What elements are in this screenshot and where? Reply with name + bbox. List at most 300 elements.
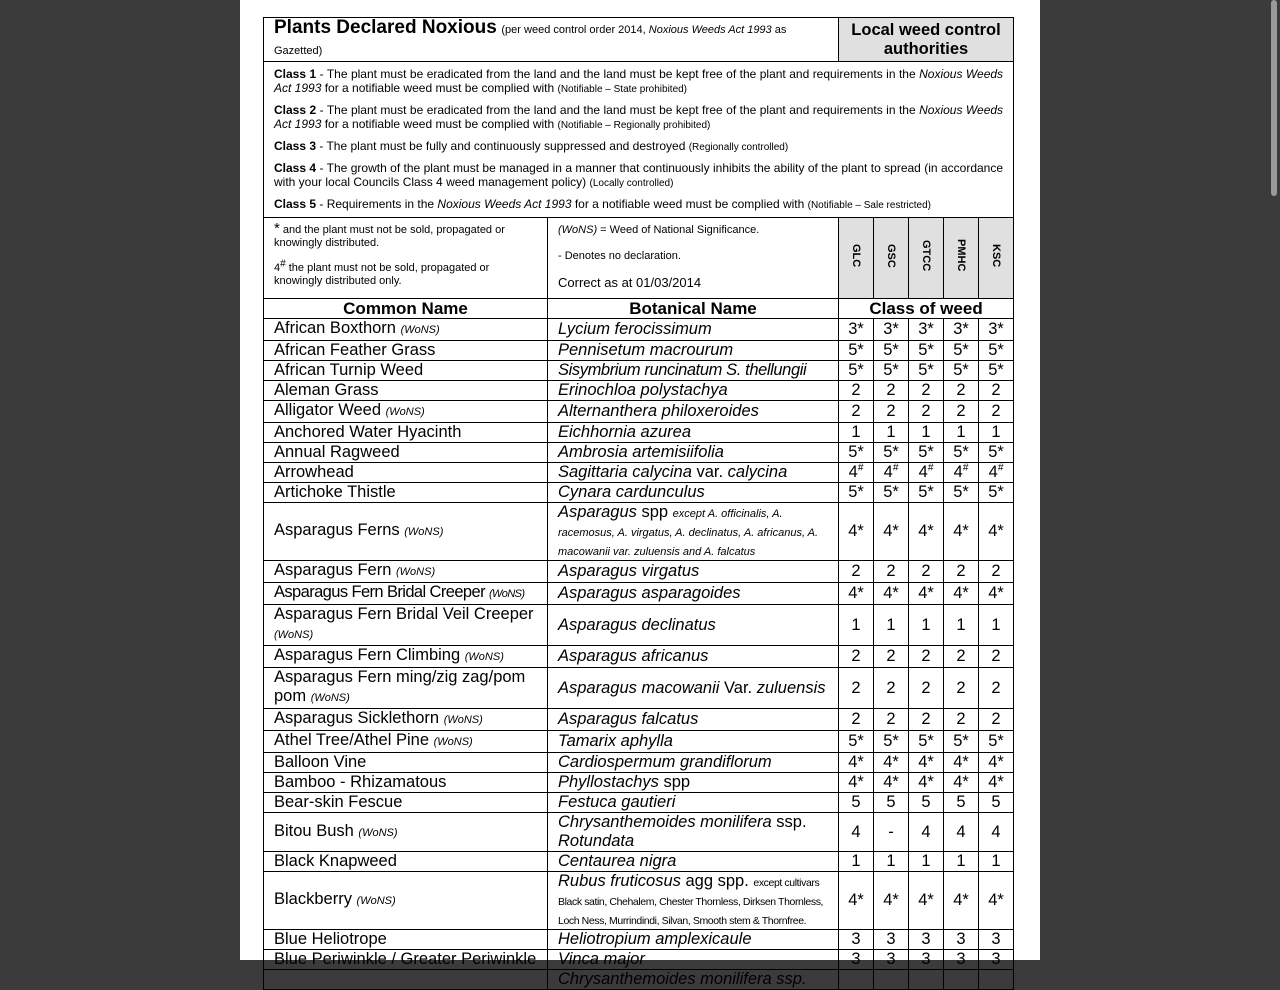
- common-name: Asparagus Fern Bridal Veil Creeper: [274, 605, 534, 623]
- botanical-name: Asparagus declinatus: [558, 615, 716, 634]
- star-symbol: *: [274, 220, 280, 237]
- class-act-name: Noxious Weeds Act 1993: [437, 197, 572, 211]
- common-name: Asparagus Fern Bridal Creeper: [274, 583, 485, 601]
- class-value-cell: [909, 401, 944, 423]
- botanical-name-cell: [548, 423, 839, 443]
- class-value: 5*: [883, 361, 899, 379]
- class-value-cell: [944, 605, 979, 646]
- hash-marker: #: [962, 462, 969, 474]
- botanical-qualifier: agg spp.: [680, 872, 754, 890]
- common-name-cell: [264, 950, 548, 970]
- class-value-cell: [979, 646, 1014, 668]
- botanical-name-cell: [548, 709, 839, 731]
- class-value-cell: [944, 773, 979, 793]
- class-value-cell: [874, 401, 909, 423]
- class-value-cell: [874, 753, 909, 773]
- class-value-cell: [909, 852, 944, 872]
- class-value-cell: [944, 361, 979, 381]
- table-row: [264, 930, 1014, 950]
- botanical-name: Rubus fruticosus: [558, 872, 681, 890]
- class-value-cell: [979, 423, 1014, 443]
- botanical-name-cell: [548, 773, 839, 793]
- class-value: 3: [851, 950, 861, 968]
- class-of-weed-header: Class of weed: [839, 299, 1014, 319]
- class-value-cell: [944, 503, 979, 561]
- class-value-cell: [944, 381, 979, 401]
- class-text: - The plant must be fully and continuously suppressed and destroyed: [316, 139, 689, 153]
- wons-tag: (WoNS): [358, 826, 398, 839]
- class-value-cell: [979, 605, 1014, 646]
- class-value: 4*: [988, 522, 1004, 540]
- class-value: 5*: [953, 483, 969, 501]
- class-value: 2: [956, 678, 966, 697]
- botanical-exceptions-label: except cultivars: [753, 877, 820, 889]
- common-name-cell: [264, 872, 548, 930]
- class-value: 1: [921, 852, 931, 870]
- common-name-cell: [264, 646, 548, 668]
- class-value-cell: [839, 463, 874, 483]
- class-value: 3: [851, 930, 861, 948]
- common-name: Blue Periwinkle / Greater Periwinkle: [274, 950, 537, 968]
- class-value: 2: [956, 381, 966, 399]
- document-page: [240, 0, 1040, 988]
- common-name-cell: [264, 401, 548, 423]
- class-value: 2: [886, 647, 896, 665]
- class-value-cell: [839, 423, 874, 443]
- class-value: 2: [886, 562, 896, 580]
- common-name-cell: [264, 483, 548, 503]
- class-value: 5*: [988, 483, 1004, 501]
- class-value: 4*: [883, 522, 899, 540]
- class-value-cell: [979, 950, 1014, 970]
- class-value: 2: [921, 710, 931, 728]
- common-name-cell: [264, 463, 548, 483]
- class-value-cell: [909, 341, 944, 361]
- common-name: Bitou Bush: [274, 821, 354, 840]
- authority-gtcc: [909, 218, 944, 299]
- class-value-cell: [944, 813, 979, 852]
- class-value-cell: [874, 423, 909, 443]
- common-name-cell: [264, 503, 548, 561]
- class-value-cell: [874, 950, 909, 970]
- class-value: 5*: [918, 341, 934, 359]
- class-value: 5*: [918, 732, 934, 750]
- class-value: 5*: [953, 361, 969, 379]
- class-value-cell: [944, 319, 979, 341]
- class-value-cell: [874, 443, 909, 463]
- class-value-cell: [874, 731, 909, 753]
- common-name: African Feather Grass: [274, 341, 436, 359]
- class-value-cell: [909, 753, 944, 773]
- class-value-cell: [839, 341, 874, 361]
- table-row: [264, 561, 1014, 583]
- class-value-cell: [874, 793, 909, 813]
- botanical-name-cell: [548, 381, 839, 401]
- class-label: Class 4: [274, 161, 317, 175]
- class-value-cell: [839, 668, 874, 709]
- common-name-cell: [264, 381, 548, 401]
- class-value: 4*: [883, 891, 899, 909]
- table-row: [264, 443, 1014, 463]
- wons-tag: (WoNS): [310, 692, 350, 704]
- botanical-name-cell: [548, 813, 839, 852]
- class-text: - Requirements in the: [316, 197, 438, 211]
- botanical-qualifier: spp: [658, 773, 691, 791]
- authority-label: PMHC: [955, 239, 967, 272]
- class-value-cell: [979, 930, 1014, 950]
- botanical-name: Chrysanthemoides monilifera: [558, 813, 772, 831]
- class-category: (Notifiable – Sale restricted): [807, 200, 932, 211]
- class-value-cell: [909, 483, 944, 503]
- class-value: 5: [851, 793, 861, 811]
- hash-symbol: #: [280, 258, 286, 270]
- class-value-cell: [979, 341, 1014, 361]
- title-main: Plants Declared Noxious: [274, 17, 497, 38]
- class-value-cell: [839, 561, 874, 583]
- botanical-variety: calycina: [727, 463, 788, 481]
- class-value-cell: [944, 668, 979, 709]
- class-value: 2: [956, 562, 966, 580]
- class-value-cell: [874, 583, 909, 605]
- botanical-name: Chrysanthemoides monilifera ssp.: [558, 970, 807, 988]
- class-value-cell: [944, 731, 979, 753]
- class-value-cell: [839, 872, 874, 930]
- botanical-name-cell: [548, 646, 839, 668]
- class-value-cell: [874, 852, 909, 872]
- botanical-name: Asparagus falcatus: [558, 710, 699, 728]
- class-value: 2: [991, 402, 1001, 420]
- class-value: 3: [991, 930, 1001, 948]
- class-value: 3*: [918, 320, 934, 338]
- wons-tag: (WoNS): [385, 406, 425, 418]
- class-value: 4*: [883, 584, 899, 602]
- class-value: 2: [886, 710, 896, 728]
- class-value-cell: [909, 463, 944, 483]
- class-value: 3*: [988, 320, 1004, 338]
- wons-tag: (WoNS): [404, 526, 444, 538]
- class-value: 5*: [848, 732, 864, 750]
- noxious-weeds-table: [263, 17, 1014, 990]
- wons-tag: (WoNS): [488, 588, 525, 600]
- class-value-cell: [979, 668, 1014, 709]
- class-text: for a notifiable weed must be complied with: [321, 117, 558, 131]
- class-value: 3: [886, 950, 896, 968]
- class-value-cell: [944, 950, 979, 970]
- class-value-cell: [839, 605, 874, 646]
- class-definition: [274, 161, 1003, 191]
- hash-marker: #: [892, 462, 899, 474]
- class-value-cell: [839, 381, 874, 401]
- class-value: 4*: [988, 891, 1004, 909]
- class-value-cell: [874, 773, 909, 793]
- table-row: [264, 731, 1014, 753]
- class-value: 5*: [953, 341, 969, 359]
- class-value: 5: [991, 793, 1001, 811]
- class-value-cell: [909, 423, 944, 443]
- table-row: [264, 970, 1014, 990]
- class-value-cell: [839, 813, 874, 852]
- class-value: 3: [956, 950, 966, 968]
- class-value: 3*: [953, 320, 969, 338]
- class-value: 5*: [883, 443, 899, 461]
- common-name: Athel Tree/Athel Pine: [274, 731, 430, 749]
- table-row: [264, 503, 1014, 561]
- class-value: 1: [921, 615, 931, 634]
- botanical-name-cell: [548, 731, 839, 753]
- authority-label: GSC: [885, 243, 897, 268]
- class-value-cell: [909, 381, 944, 401]
- botanical-name-cell: [548, 852, 839, 872]
- class-value-cell: [874, 930, 909, 950]
- class-value-cell: [979, 381, 1014, 401]
- class-value: 1: [956, 615, 966, 634]
- botanical-name: Cardiospermum grandiflorum: [558, 753, 772, 771]
- authority-label: GLC: [850, 243, 862, 268]
- class-value-cell: [979, 483, 1014, 503]
- botanical-name: Pennisetum macrourum: [558, 341, 734, 359]
- class-value-cell: [944, 970, 979, 990]
- title-sub-pre: (per weed control order 2014,: [501, 24, 649, 36]
- class-value-cell: [944, 793, 979, 813]
- common-name: African Turnip Weed: [274, 361, 424, 379]
- class-value: 2: [956, 710, 966, 728]
- class-label: Class 2: [274, 103, 317, 117]
- class-category: (Regionally controlled): [688, 142, 789, 153]
- class-value-cell: [944, 443, 979, 463]
- class-value: 2: [921, 678, 931, 697]
- common-name-header: Common Name: [264, 299, 548, 319]
- common-name: Blue Heliotrope: [274, 930, 387, 948]
- class-value: 4: [991, 822, 1001, 841]
- vertical-scrollbar[interactable]: [1268, 0, 1280, 960]
- wons-tag: (WoNS): [274, 629, 314, 641]
- common-name-cell: [264, 341, 548, 361]
- table-row: [264, 423, 1014, 443]
- class-value-cell: [944, 401, 979, 423]
- class-value: 2: [921, 562, 931, 580]
- class-value-cell: [979, 401, 1014, 423]
- class-label: Class 3: [274, 139, 317, 153]
- wons-label: (WoNS): [558, 224, 598, 236]
- class-value-cell: [909, 813, 944, 852]
- common-name: Asparagus Fern ming/zig zag/pom pom: [274, 668, 526, 705]
- class-value-cell: [979, 319, 1014, 341]
- class-text: for a notifiable weed must be complied with: [571, 197, 808, 211]
- class-value: 4*: [848, 753, 864, 771]
- botanical-name-header: Botanical Name: [548, 299, 839, 319]
- class-value-cell: [979, 361, 1014, 381]
- table-row: [264, 583, 1014, 605]
- class-value: 4: [918, 463, 928, 481]
- common-name: Bamboo - Rhizamatous: [274, 773, 447, 791]
- class-value-cell: [839, 773, 874, 793]
- botanical-name: Asparagus asparagoides: [558, 584, 741, 602]
- common-name: Annual Ragweed: [274, 443, 400, 461]
- class-value: 4*: [953, 753, 969, 771]
- class-value-cell: [944, 709, 979, 731]
- class-value-cell: [944, 341, 979, 361]
- class-value-cell: [944, 483, 979, 503]
- class-value: 3: [886, 930, 896, 948]
- class-value-cell: [874, 341, 909, 361]
- class-value: 5*: [953, 732, 969, 750]
- common-name-cell: [264, 793, 548, 813]
- class-value-cell: [979, 773, 1014, 793]
- class-value: 4*: [883, 753, 899, 771]
- botanical-qualifier: var.: [691, 463, 728, 481]
- class-value: 5*: [848, 341, 864, 359]
- class-value-cell: [909, 561, 944, 583]
- class-value: 1: [921, 423, 931, 441]
- class-value-cell: [839, 852, 874, 872]
- common-name-cell: [264, 319, 548, 341]
- botanical-name: Cynara cardunculus: [558, 483, 705, 501]
- common-name-cell: [264, 813, 548, 852]
- botanical-qualifier: ssp.: [771, 813, 807, 831]
- wons-tag: (WoNS): [396, 566, 436, 578]
- class-value: 2: [956, 402, 966, 420]
- wons-tag: (WoNS): [433, 736, 473, 748]
- class-value-cell: [979, 813, 1014, 852]
- class-value: 5: [956, 793, 966, 811]
- botanical-name-cell: [548, 872, 839, 930]
- class-value: 1: [991, 852, 1001, 870]
- botanical-name-cell: [548, 361, 839, 381]
- table-row: [264, 483, 1014, 503]
- botanical-name-cell: [548, 341, 839, 361]
- class-value-cell: [839, 443, 874, 463]
- botanical-name: Tamarix aphylla: [558, 732, 673, 750]
- table-row: [264, 341, 1014, 361]
- botanical-name: Phyllostachys: [558, 773, 659, 791]
- botanical-name: Vinca major: [558, 950, 645, 968]
- class-value-cell: [839, 709, 874, 731]
- class-value: 2: [851, 647, 861, 665]
- class-definition: [274, 197, 1003, 213]
- class-value-cell: [909, 773, 944, 793]
- class-value: 2: [886, 678, 896, 697]
- class-value-cell: [944, 646, 979, 668]
- class-value: -: [888, 822, 894, 841]
- botanical-name-cell: [548, 970, 839, 990]
- class-act-name: Noxious Weeds Act 1993: [274, 103, 1004, 131]
- class-value: 2: [921, 402, 931, 420]
- class-category: (Notifiable – Regionally prohibited): [557, 120, 711, 131]
- table-row: [264, 813, 1014, 852]
- table-row: [264, 950, 1014, 970]
- common-name-cell: [264, 731, 548, 753]
- class-value: 4*: [918, 773, 934, 791]
- class-value: 4*: [848, 584, 864, 602]
- class-value-cell: [909, 970, 944, 990]
- botanical-name-cell: [548, 605, 839, 646]
- common-name: African Boxthorn: [274, 319, 396, 337]
- table-row: [264, 646, 1014, 668]
- wons-tag: (WoNS): [464, 651, 504, 663]
- common-name: Balloon Vine: [274, 753, 367, 771]
- class-value: 4*: [953, 891, 969, 909]
- common-name: Bear-skin Fescue: [274, 793, 403, 811]
- wons-tag: (WoNS): [400, 324, 440, 336]
- class-value: 4*: [883, 773, 899, 791]
- class-value-cell: [874, 709, 909, 731]
- class-value: 3: [921, 930, 931, 948]
- class-definition: [274, 139, 1003, 155]
- common-name-cell: [264, 605, 548, 646]
- class-value-cell: [979, 872, 1014, 930]
- class-value-cell: [874, 646, 909, 668]
- class-value: 4: [848, 463, 858, 481]
- legend-notes-right: [548, 218, 839, 299]
- class-value: 4*: [953, 584, 969, 602]
- class-value: 4*: [953, 773, 969, 791]
- class-label: Class 5: [274, 197, 317, 211]
- class-value-cell: [839, 930, 874, 950]
- class-value-cell: [874, 970, 909, 990]
- class-value: 5*: [918, 443, 934, 461]
- title-sub-act: Noxious Weeds Act 1993: [648, 24, 772, 36]
- botanical-name: Asparagus macowanii: [558, 678, 720, 697]
- class-value: 1: [886, 423, 896, 441]
- class-value-cell: [874, 381, 909, 401]
- common-name: Black Knapweed: [274, 852, 397, 870]
- class-text: - The plant must be eradicated from the land and the land must be kept free of the plant and requirements in the: [316, 67, 920, 81]
- class-value-cell: [944, 852, 979, 872]
- botanical-name-cell: [548, 401, 839, 423]
- class-category: (Notifiable – State prohibited): [557, 84, 688, 95]
- botanical-name-cell: [548, 483, 839, 503]
- class-value: 5*: [988, 341, 1004, 359]
- class-value: 2: [851, 381, 861, 399]
- class-definition: [274, 103, 1003, 133]
- class-value-cell: [839, 646, 874, 668]
- authority-glc: [839, 218, 874, 299]
- common-name-cell: [264, 561, 548, 583]
- class-value-cell: [909, 668, 944, 709]
- class-value: 2: [851, 562, 861, 580]
- class-value-cell: [979, 463, 1014, 483]
- botanical-variety: Rotundata: [558, 832, 635, 850]
- table-row: [264, 381, 1014, 401]
- local-authorities-header: Local weed control authorities: [839, 18, 1014, 62]
- class-value: 3*: [883, 320, 899, 338]
- botanical-name-cell: [548, 503, 839, 561]
- class-value: 1: [851, 423, 861, 441]
- class-value: 5*: [848, 361, 864, 379]
- common-name-cell: [264, 361, 548, 381]
- botanical-exceptions: except A. officinalis, A. racemosus, A. virgatus, A. declinatus, A. africanus, A. macowanii var. zuluensis and A. falcatus: [558, 508, 819, 558]
- class-value: 1: [956, 423, 966, 441]
- class-text: - The plant must be eradicated from the land and the land must be kept free of the plant and requirements in the: [316, 103, 920, 117]
- class-value-cell: [979, 753, 1014, 773]
- class-value-cell: [909, 646, 944, 668]
- class-value-cell: [874, 668, 909, 709]
- hash-note: the plant must not be sold, propagated or knowingly distributed only.: [274, 262, 490, 287]
- class-value: 2: [921, 647, 931, 665]
- class-value: 5*: [988, 443, 1004, 461]
- class-value: 1: [991, 615, 1001, 634]
- class-text: for a notifiable weed must be complied with: [321, 81, 558, 95]
- class-value: 4*: [918, 522, 934, 540]
- common-name: Asparagus Sicklethorn: [274, 709, 440, 727]
- class-value: 4*: [848, 773, 864, 791]
- botanical-name: Alternanthera philoxeroides: [558, 402, 759, 420]
- scrollbar-thumb[interactable]: [1271, 0, 1277, 196]
- botanical-name-cell: [548, 668, 839, 709]
- class-value: 3: [991, 950, 1001, 968]
- class-value: 5*: [883, 341, 899, 359]
- class-value: 2: [991, 562, 1001, 580]
